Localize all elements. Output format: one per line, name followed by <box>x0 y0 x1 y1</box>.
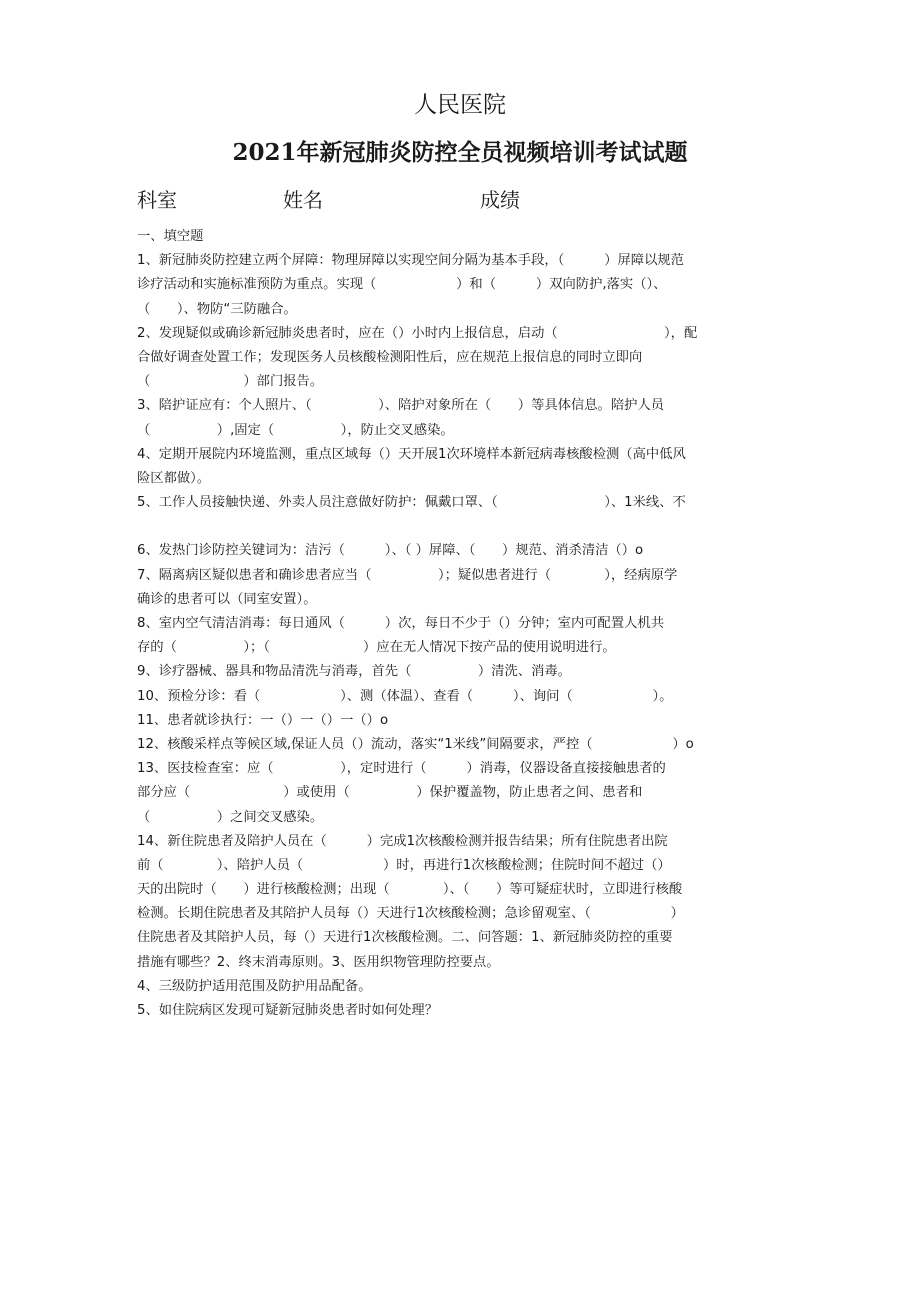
text-line: 9、诊疗器械、器具和物品清洗与消毒，首先（ ）清洗、消毒。 <box>137 664 571 680</box>
text-line: （ ）部门报告。 <box>137 374 324 390</box>
text-line: 11、患者就诊执行：一（）一（）一（）o <box>137 712 389 728</box>
text-line: 措施有哪些？2、终末消毒原则。3、医用织物管理防控要点。 <box>137 954 500 970</box>
text-line: 4、三级防护适用范围及防护用品配备。 <box>137 978 372 994</box>
text-line: 检测。长期住院患者及其陪护人员每（）天进行1次核酸检测；急诊留观室、（ ） <box>137 906 684 922</box>
hospital-name: 人民医院 <box>414 92 506 118</box>
text-line: 4、定期开展院内环境监测，重点区域每（）天开展1次环境样本新冠病毒核酸检测（高中低风 <box>137 446 686 462</box>
text-line: 诊疗活动和实施标准预防为重点。实现（ ）和（ ）双向防护,落实（）、 <box>137 277 667 293</box>
text-line: 12、核酸采样点等候区域,保证人员（）流动，落实“1米线”间隔要求，严控（ ）o <box>137 736 694 752</box>
score-label: 成绩 <box>480 188 520 212</box>
dept-label: 科室 <box>137 188 177 212</box>
text-line: 5、如住院病区发现可疑新冠肺炎患者时如何处理？ <box>137 1003 438 1018</box>
text-line: 存的（ ）；（ ）应在无人情况下按产品的使用说明进行。 <box>137 640 616 656</box>
question-body <box>137 225 787 1023</box>
text-line: 13、医技检查室：应（ ），定时进行（ ）消毒，仪器设备直接接触患者的 <box>137 761 666 777</box>
text-line: 7、隔离病区疑似患者和确诊患者应当（ ）；疑似患者进行（ ），经病原学 <box>137 567 678 583</box>
text-line: 2、发现疑似或确诊新冠肺炎患者时，应在（）小时内上报信息，启动（ ），配 <box>137 325 698 341</box>
text-line: 3、陪护证应有：个人照片、（ ）、陪护对象所在（ ）等具体信息。陪护人员 <box>137 398 665 414</box>
text-line: 10、预检分诊：看（ ）、测（体温）、查看（ ）、询问（ ）。 <box>137 688 673 704</box>
text-line: 8、室内空气清洁消毒：每日通风（ ）次，每日不少于（）分钟；室内可配置人机共 <box>137 616 665 631</box>
text-line: 部分应（ ）或使用（ ）保护覆盖物，防止患者之间、患者和 <box>137 785 643 801</box>
text-line: 14、新住院患者及陪护人员在（ ）完成1次核酸检测并报告结果；所有住院患者出院 <box>137 833 668 849</box>
text-line: 6、发热门诊防控关键词为：洁污（ ）、（ ）屏障、（ ）规范、消杀清洁（）o <box>137 543 644 559</box>
section-title-fill-blank: 一、填空题 <box>137 229 204 244</box>
text-line: 险区都做）。 <box>137 470 211 486</box>
text-line: （ ）之间交叉感染。 <box>137 809 324 825</box>
text-line: 合做好调查处置工作；发现医务人员核酸检测阳性后，应在规范上报信息的同时立即向 <box>137 349 643 365</box>
exam-title: 2021年新冠肺炎防控全员视频培训考试试题 <box>232 139 688 166</box>
text-line: 天的出院时（ ）进行核酸检测；出现（ ）、（ ）等可疑症状时，立即进行核酸 <box>137 882 683 898</box>
text-line: （ ）、物防“三防融合。 <box>137 301 297 317</box>
text-line: 确诊的患者可以（同室安置）。 <box>137 591 317 607</box>
name-label: 姓名 <box>283 188 323 212</box>
text-line: 住院患者及其陪护人员，每（）天进行1次核酸检测。二、问答题：1、新冠肺炎防控的重要 <box>137 930 673 946</box>
text-line: 前（ ）、陪护人员（ ）时，再进行1次核酸检测；住院时间不超过（） <box>137 857 671 873</box>
blank-line <box>137 515 787 539</box>
text-line: 5、工作人员接触快递、外卖人员注意做好防护：佩戴口罩、（ ）、1米线、不 <box>137 495 686 511</box>
text-line: （ ）,固定（ ），防止交叉感染。 <box>137 422 454 438</box>
text-line: 1、新冠肺炎防控建立两个屏障：物理屏障以实现空间分隔为基本手段，（ ）屏障以规范 <box>137 253 684 269</box>
